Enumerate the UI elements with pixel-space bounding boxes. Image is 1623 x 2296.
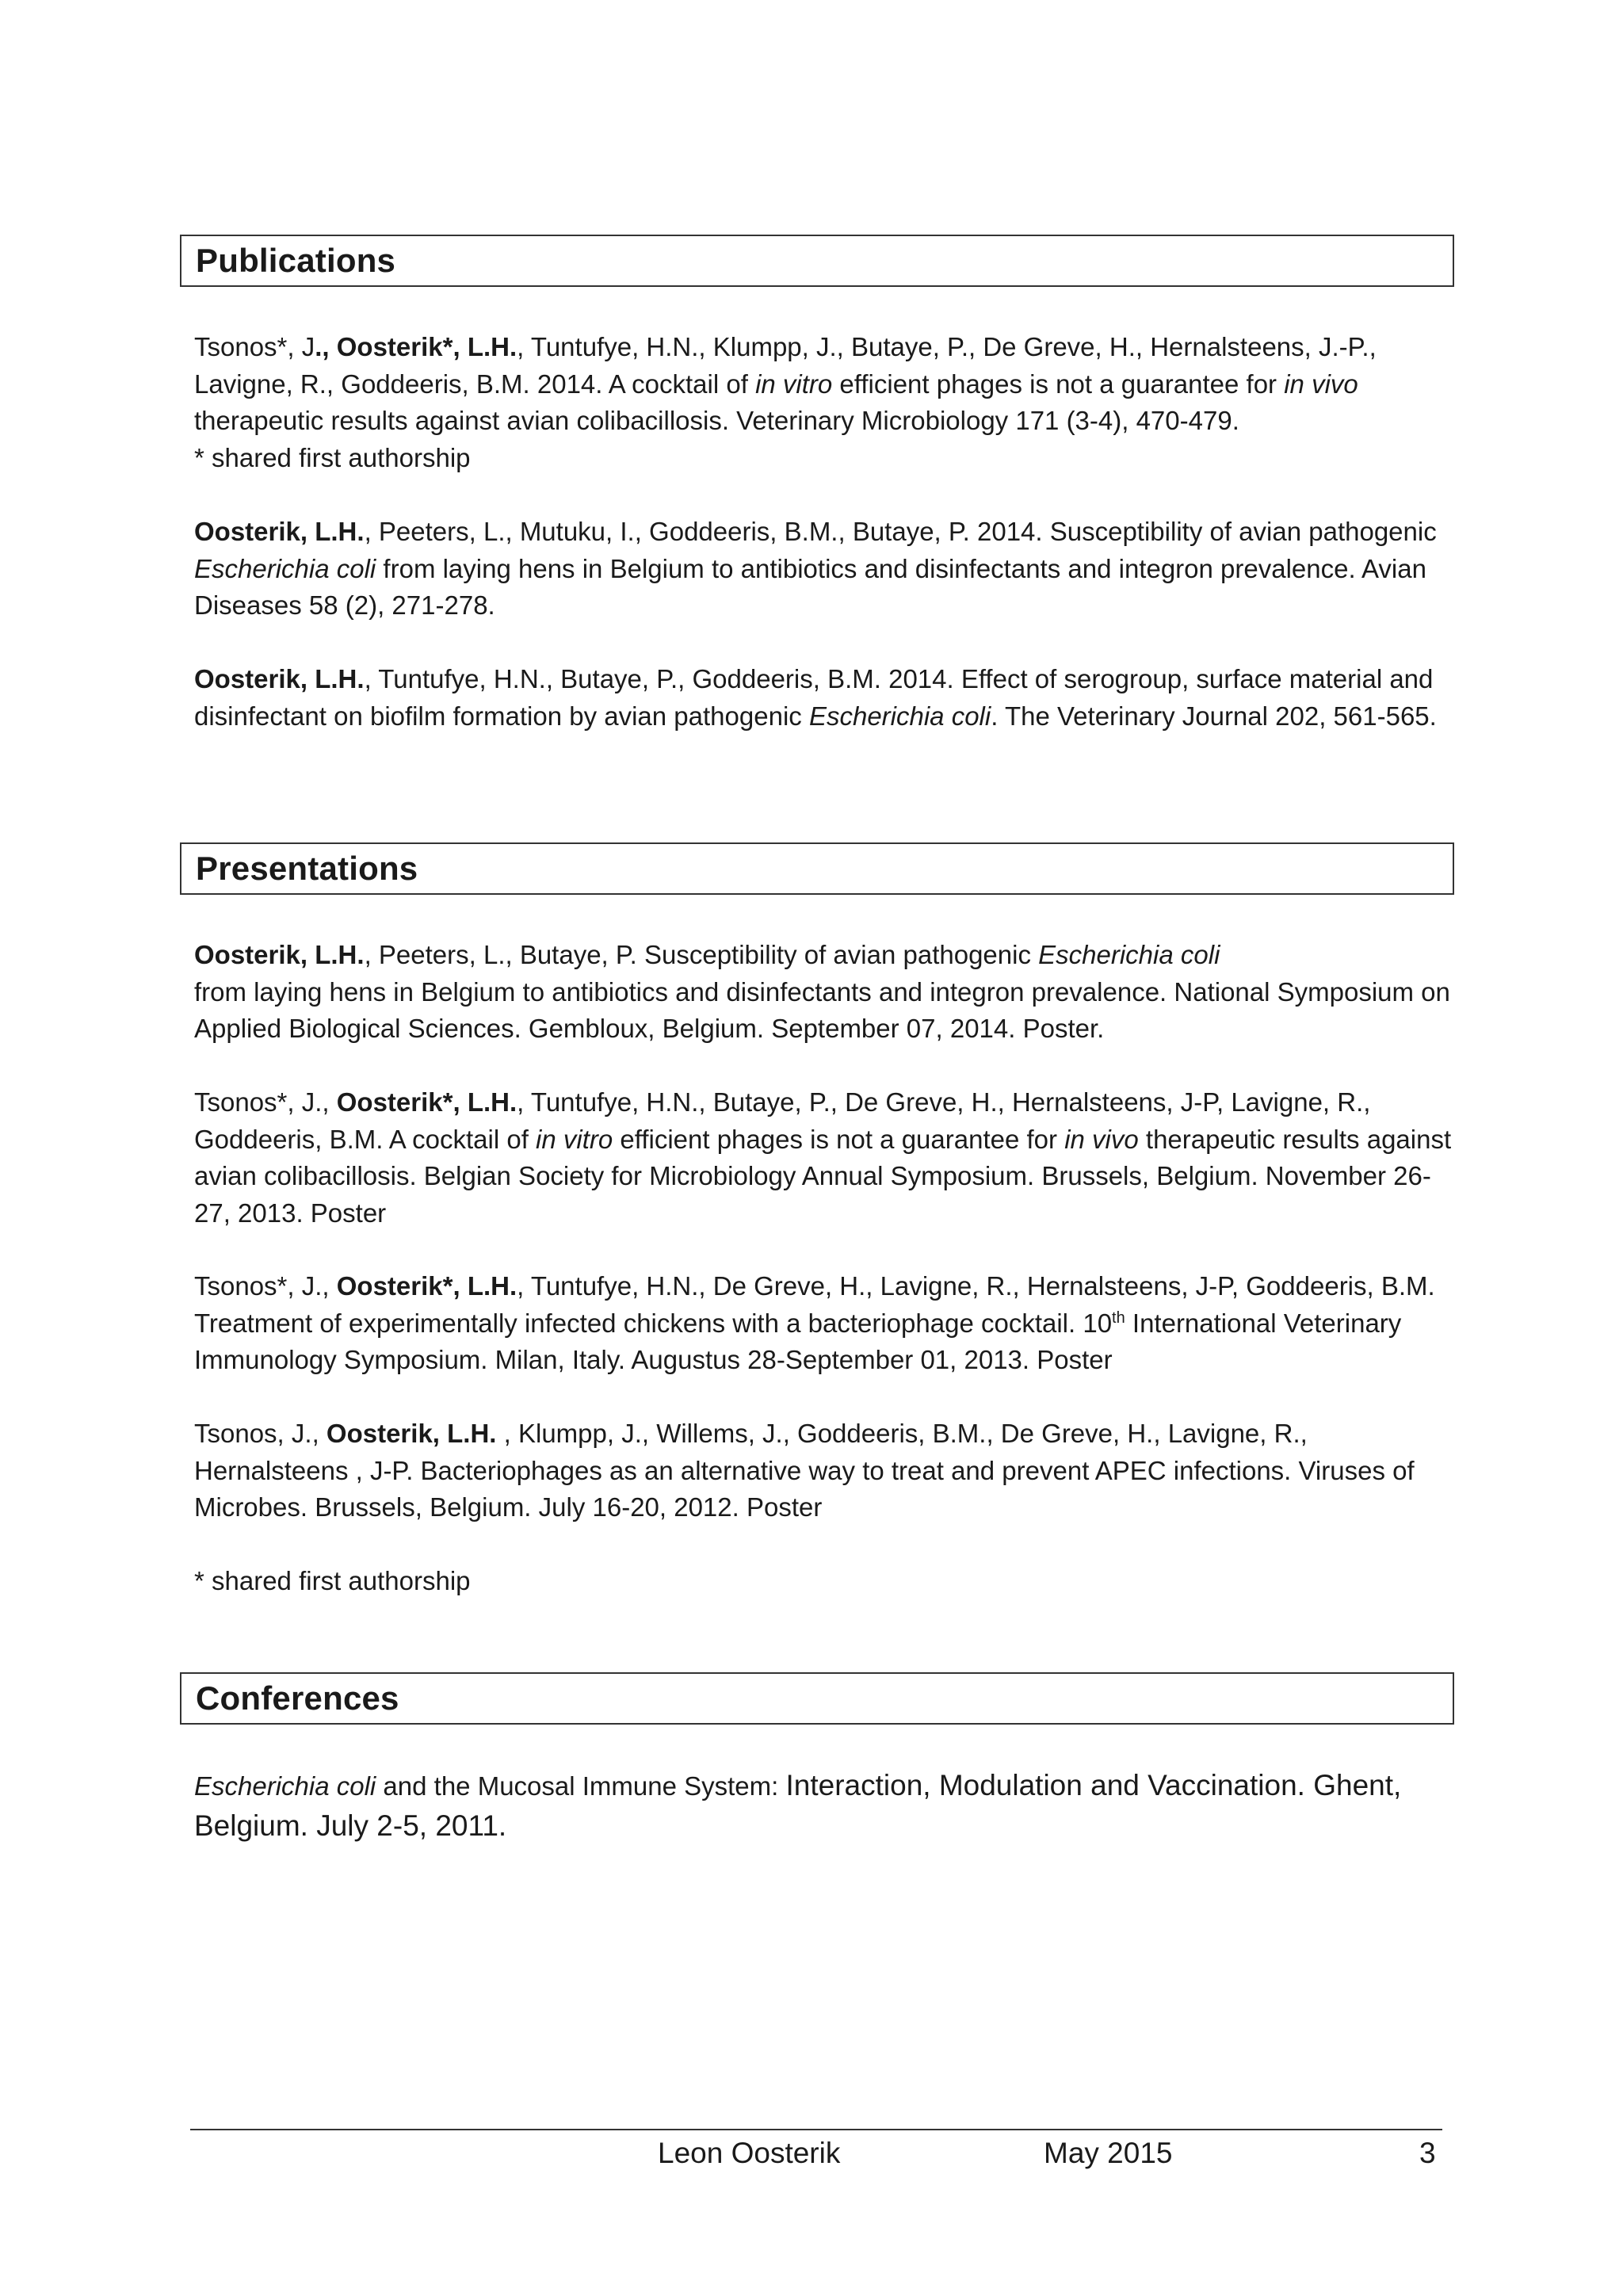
- author-highlight: Oosterik, L.H.: [194, 940, 365, 969]
- publication-entry-1: [194, 329, 1462, 440]
- presentation-entry-2: [194, 1084, 1462, 1232]
- citation-text: , Tuntufye, H.N., De Greve, H., Lavigne, R., Hernalsteens, J-P, Goddeeris, B.M. Treatment of experimentally infected chickens with a bacteriophage cocktail. 10: [194, 1271, 1435, 1338]
- footer-date: May 2015: [1044, 2137, 1173, 2169]
- presentations-heading: Presentations: [196, 850, 418, 887]
- citation-text: from laying hens in Belgium to antibiotics and disinfectants and integron prevalence. National Symposium on Applied Biological Sciences. Gembloux, Belgium. September 07, 2014. Poster.: [194, 976, 1450, 1043]
- authors: Tsonos, J.,: [194, 1419, 327, 1448]
- publication-entry-2: [194, 514, 1462, 625]
- italic-term: in vivo: [1284, 369, 1358, 399]
- presentation-entry-3: [194, 1268, 1462, 1379]
- author-highlight: Oosterik*, L.H.: [336, 1271, 517, 1301]
- citation-text: therapeutic results against avian colibacillosis. Veterinary Microbiology 171 (3-4), 470-479.: [194, 406, 1239, 435]
- presentation-entry-1: [194, 937, 1462, 1048]
- citation-text: International Veterinary Immunology Symposium. Milan, Italy. Augustus 28-September 01, 2013. Poster: [194, 1308, 1402, 1374]
- footer-divider: [190, 2129, 1442, 2130]
- authors: Tsonos*, J: [194, 332, 315, 361]
- presentations-heading-box: [180, 842, 1454, 895]
- italic-term: Escherichia coli: [808, 701, 991, 731]
- citation-text: , Klumpp, J., Willems, J., Goddeeris, B.M., De Greve, H., Lavigne, R., Hernalsteens , J-P. Bacteriophages as an alternative way to treat and prevent APEC infections. Viruses of Microbes. Brussels, Belgium. July 16-20, 2012. Poster: [194, 1419, 1415, 1522]
- authors: Tsonos*, J.,: [194, 1087, 337, 1117]
- publication-entry-3: [194, 661, 1462, 735]
- citation-text: , Tuntufye, H.N., Klumpp, J., Butaye, P., De Greve, H., Hernalsteens, J.-P., Lavigne, R., Goddeeris, B.M. 2014. A cocktail of: [194, 332, 1377, 399]
- citation-text: therapeutic results against avian colibacillosis. Belgian Society for Microbiology Annual Symposium. Brussels, Belgium. November 26-27, 2013. Poster: [194, 1124, 1452, 1228]
- citation-text: and the Mucosal Immune System:: [376, 1771, 786, 1801]
- citation-text: , Tuntufye, H.N., Butaye, P., Goddeeris, B.M. 2014. Effect of serogroup, surface material and disinfectant on biofilm formation by avian pathogenic: [194, 664, 1434, 731]
- italic-term: in vivo: [1064, 1124, 1139, 1154]
- citation-text: Interaction, Modulation and Vaccination. Ghent, Belgium. July 2-5, 2011.: [194, 1769, 1402, 1842]
- presentation-entry-4: [194, 1415, 1462, 1526]
- author-highlight: Oosterik, L.H.: [326, 1419, 497, 1448]
- author-highlight: Oosterik*, L.H.: [336, 1087, 517, 1117]
- citation-text: , Peeters, L., Butaye, P. Susceptibility of avian pathogenic: [364, 940, 1039, 969]
- italic-term: in vitro: [755, 369, 833, 399]
- conferences-heading: Conferences: [196, 1679, 399, 1717]
- page-number: 3: [1419, 2137, 1436, 2169]
- author-highlight: Oosterik, L.H.: [194, 517, 365, 546]
- citation-text: efficient phages is not a guarantee for: [832, 369, 1285, 399]
- shared-authorship-note: * shared first authorship: [194, 1566, 471, 1595]
- citation-text: , Peeters, L., Mutuku, I., Goddeeris, B.M., Butaye, P. 2014. Susceptibility of avian pathogenic: [364, 517, 1437, 546]
- citation-text: , Tuntufye, H.N., Butaye, P., De Greve, H., Hernalsteens, J-P, Lavigne, R., Goddeeris, B.M. A cocktail of: [194, 1087, 1371, 1154]
- author-highlight: Oosterik, L.H.: [194, 664, 365, 693]
- italic-term: in vitro: [536, 1124, 613, 1154]
- publications-heading: Publications: [196, 242, 396, 279]
- authors: Tsonos*, J.,: [194, 1271, 337, 1301]
- citation-text: from laying hens in Belgium to antibiotics and disinfectants and integron prevalence. Avian Diseases 58 (2), 271-278.: [194, 553, 1426, 620]
- italic-term: Escherichia coli: [1038, 940, 1220, 969]
- shared-authorship-note: * shared first authorship: [194, 443, 471, 472]
- publications-heading-box: [180, 235, 1454, 287]
- conferences-heading-box: [180, 1672, 1454, 1725]
- conference-entry-1: [194, 1766, 1462, 1847]
- italic-term: Escherichia coli: [194, 553, 376, 583]
- author-highlight: ., Oosterik*, L.H.: [315, 332, 517, 361]
- footer-author-name: Leon Oosterik: [658, 2137, 841, 2169]
- citation-text: . The Veterinary Journal 202, 561-565.: [991, 701, 1437, 731]
- citation-text: efficient phages is not a guarantee for: [613, 1124, 1065, 1154]
- ordinal-superscript: th: [1112, 1308, 1125, 1327]
- italic-term: Escherichia coli: [194, 1771, 376, 1801]
